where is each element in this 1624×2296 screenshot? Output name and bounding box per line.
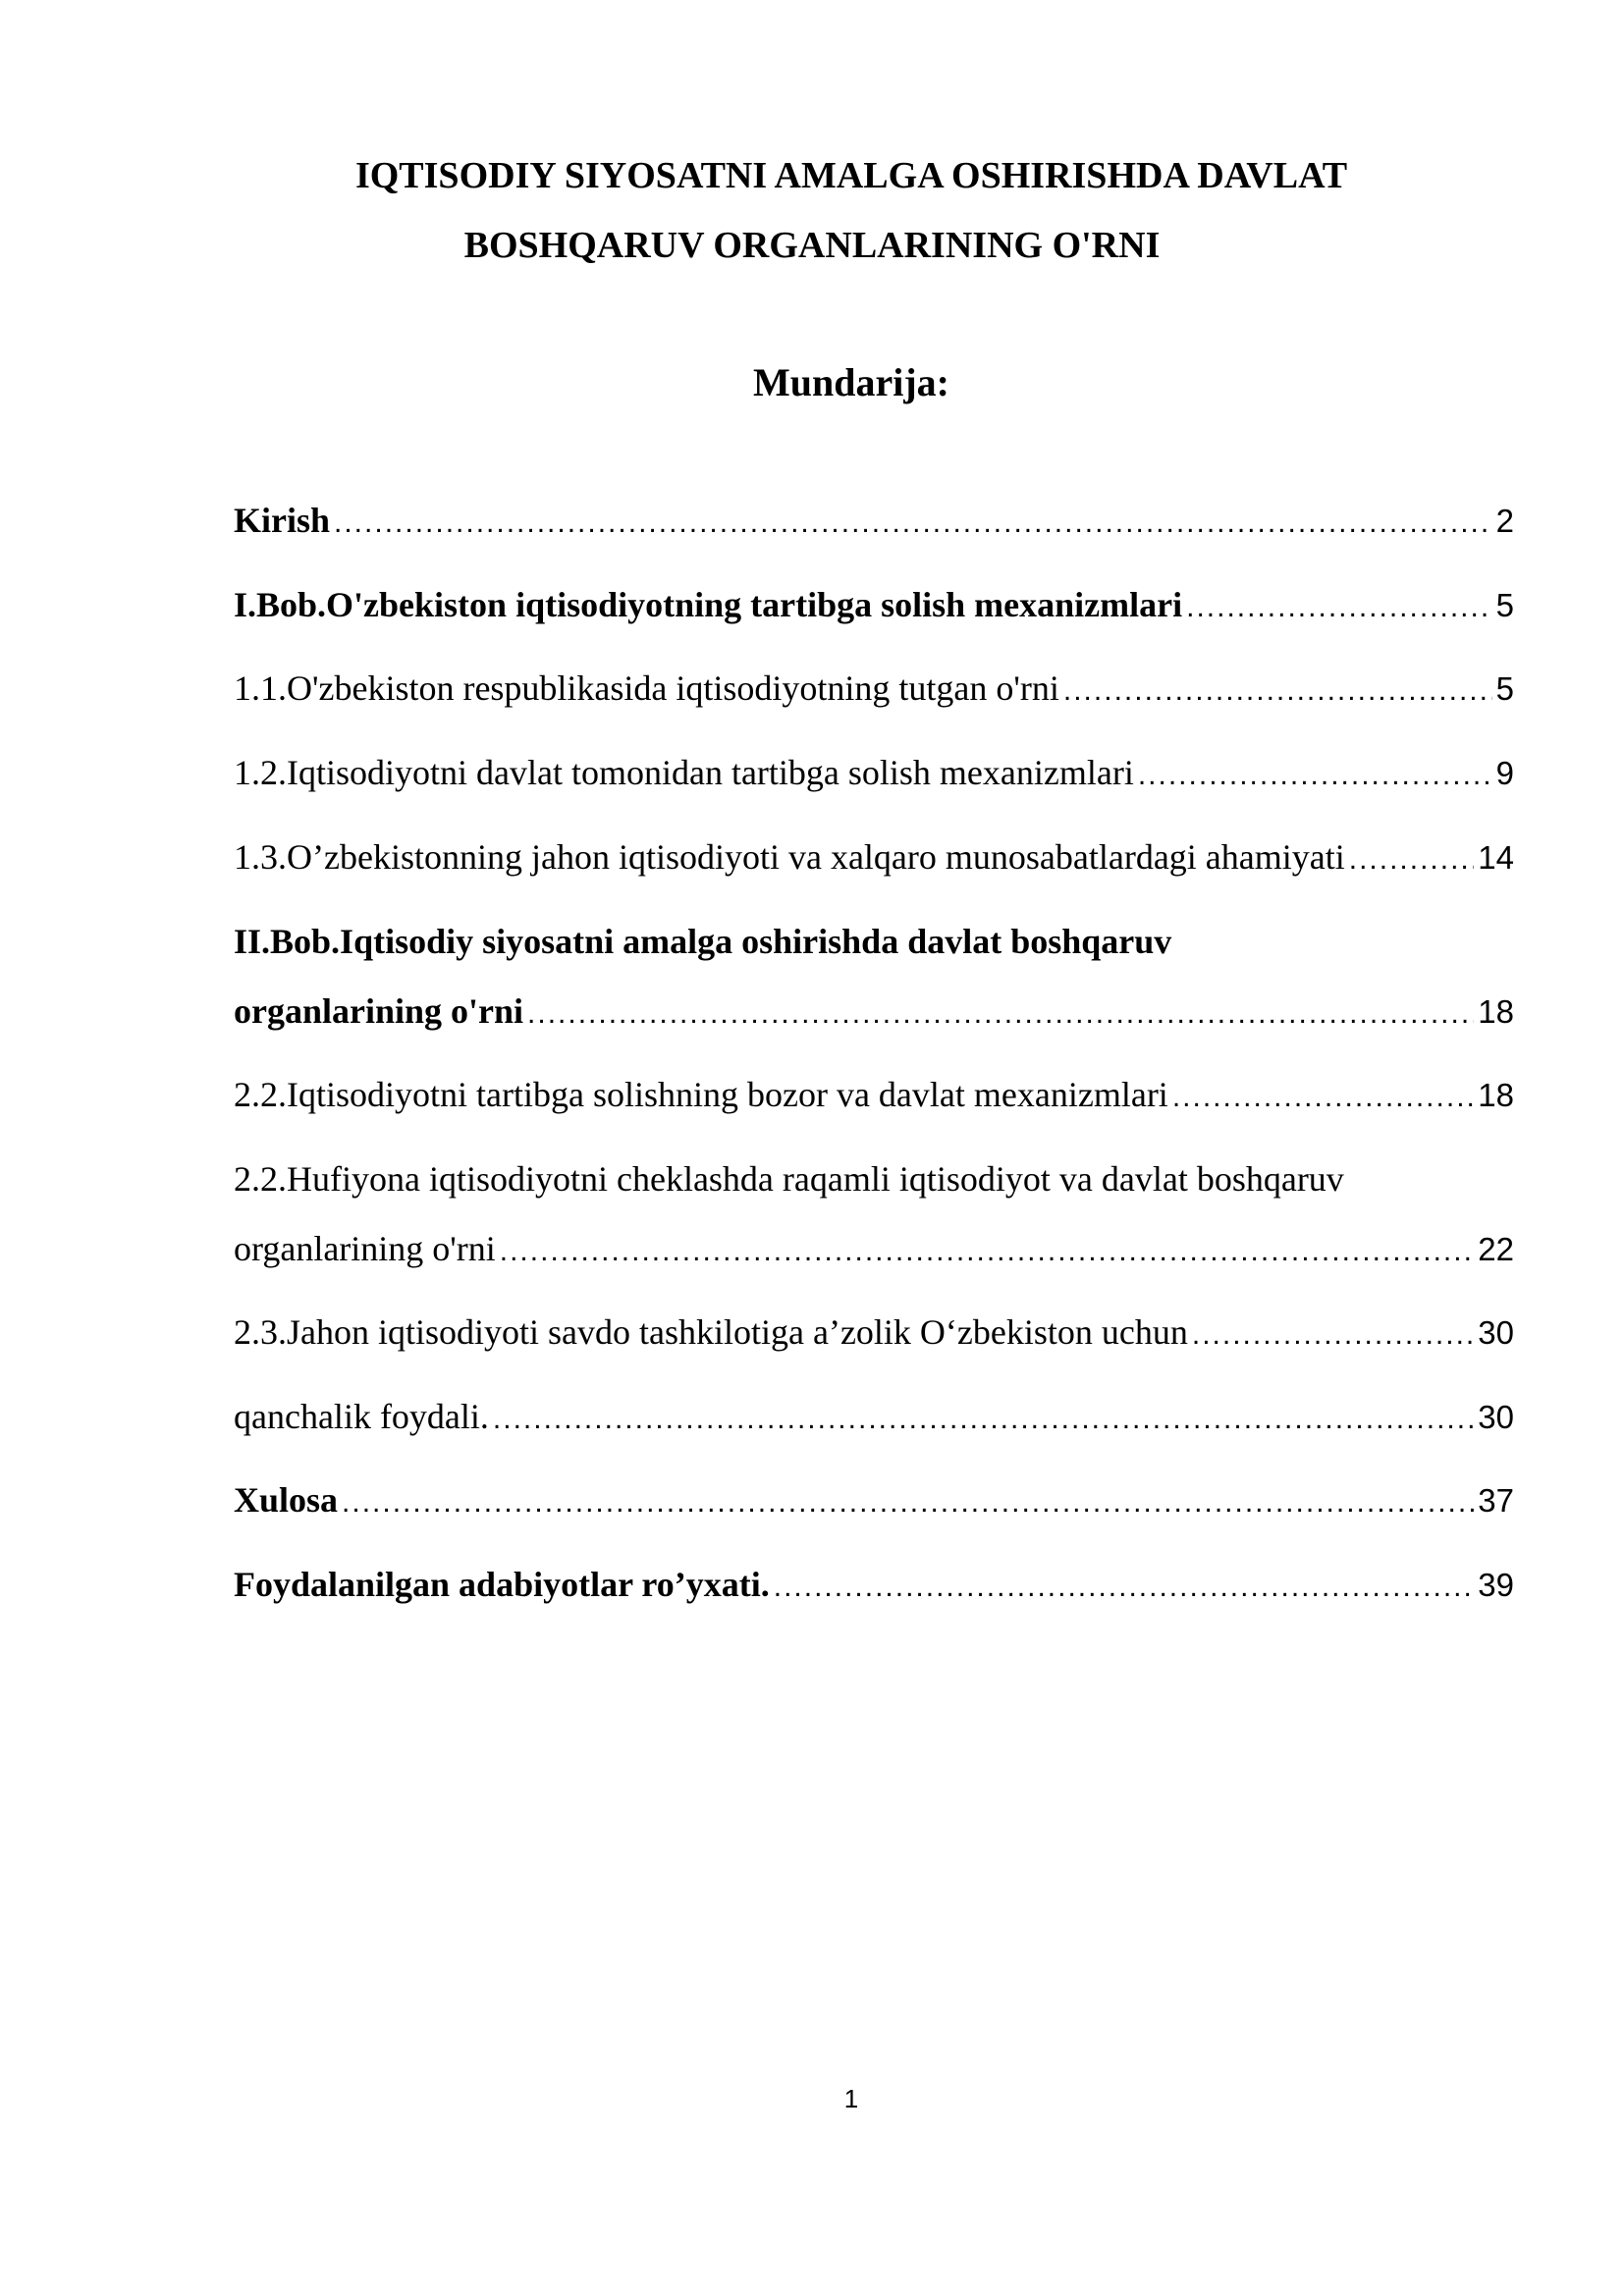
toc-dot-leader <box>1186 584 1492 628</box>
toc-dot-leader <box>527 990 1474 1035</box>
toc-entry-title: 1.1.O'zbekiston respublikasida iqtisodiyotning tutgan o'rni <box>234 668 1059 708</box>
toc-entry-title: Xulosa <box>234 1480 339 1520</box>
toc-entry-page: 5 <box>1495 670 1514 707</box>
toc-dot-leader <box>1138 752 1492 796</box>
toc-entry-xulosa[interactable] <box>234 1476 1514 1523</box>
toc-dot-leader <box>500 1228 1475 1272</box>
toc-entry-section-2-2a[interactable] <box>234 1071 1514 1118</box>
toc-entry-chapter-2-line-1[interactable]: II.Bob.Iqtisodiy siyosatni amalga oshirishda davlat boshqaruv <box>234 922 1172 961</box>
toc-entry-section-1-3[interactable] <box>234 833 1514 881</box>
toc-dot-leader <box>493 1396 1474 1440</box>
toc-entry-page: 5 <box>1495 587 1514 623</box>
toc-entry-title: organlarining o'rni <box>234 1229 496 1268</box>
toc-dot-leader <box>334 500 1492 544</box>
toc-dot-leader <box>774 1564 1475 1608</box>
toc-entry-section-2-2b-line-1[interactable]: 2.2.Hufiyona iqtisodiyotni cheklashda raqamli iqtisodiyot va davlat boshqaruv <box>234 1159 1344 1199</box>
toc-entry-page: 18 <box>1478 1077 1514 1113</box>
toc-entry-title: 1.3.O’zbekistonning jahon iqtisodiyoti va xalqaro munosabatlardagi ahamiyati <box>234 837 1345 877</box>
toc-entry-page: 37 <box>1478 1482 1514 1519</box>
toc-dot-leader <box>1063 667 1492 712</box>
toc-entry-chapter-2[interactable] <box>234 988 1514 1035</box>
toc-entry-section-1-2[interactable] <box>234 749 1514 796</box>
toc-entry-title: 2.2.Iqtisodiyotni tartibga solishning bozor va davlat mexanizmlari <box>234 1075 1168 1114</box>
toc-entry-bibliography[interactable] <box>234 1561 1514 1608</box>
toc-entry-section-2-3[interactable] <box>234 1308 1514 1356</box>
toc-entry-title: 2.3.Jahon iqtisodiyoti savdo tashkilotiga a’zolik O‘zbekiston uchun <box>234 1312 1188 1352</box>
page-number: 1 <box>843 2084 859 2113</box>
toc-entry-title: 1.2.Iqtisodiyotni davlat tomonidan tartibga solish mexanizmlari <box>234 753 1134 792</box>
toc-entry-section-2-3-cont[interactable] <box>234 1393 1514 1440</box>
toc-dot-leader <box>1172 1074 1474 1118</box>
toc-entry-page: 18 <box>1478 993 1514 1030</box>
contents-heading: Mundarija: <box>753 360 949 404</box>
toc-entry-page: 9 <box>1495 755 1514 791</box>
toc-entry-title: qanchalik foydali. <box>234 1397 489 1436</box>
document-title-line-2: BOSHQARUV ORGANLARINING O'RNI <box>463 225 1161 266</box>
toc-dot-leader <box>342 1479 1474 1523</box>
toc-entry-title: Kirish <box>234 501 331 540</box>
toc-entry-page: 2 <box>1495 503 1514 539</box>
toc-entry-section-2-2b[interactable] <box>234 1225 1514 1272</box>
toc-entry-page: 30 <box>1478 1399 1514 1435</box>
toc-dot-leader <box>1349 836 1475 881</box>
toc-entry-page: 14 <box>1478 839 1514 876</box>
toc-entry-title: organlarining o'rni <box>234 991 524 1031</box>
toc-dot-leader <box>1192 1311 1474 1356</box>
toc-entry-chapter-1[interactable] <box>234 581 1514 628</box>
toc-entry-section-1-1[interactable] <box>234 665 1514 712</box>
toc-entry-page: 39 <box>1478 1567 1514 1603</box>
toc-entry-title: Foydalanilgan adabiyotlar ro’yxati. <box>234 1565 770 1604</box>
toc-entry-kirish[interactable] <box>234 497 1514 544</box>
toc-entry-page: 30 <box>1478 1314 1514 1351</box>
toc-entry-page: 22 <box>1478 1231 1514 1267</box>
toc-entry-title: I.Bob.O'zbekiston iqtisodiyotning tartibga solish mexanizmlari <box>234 585 1183 624</box>
document-title-line-1: IQTISODIY SIYOSATNI AMALGA OSHIRISHDA DAVLAT <box>354 155 1348 196</box>
